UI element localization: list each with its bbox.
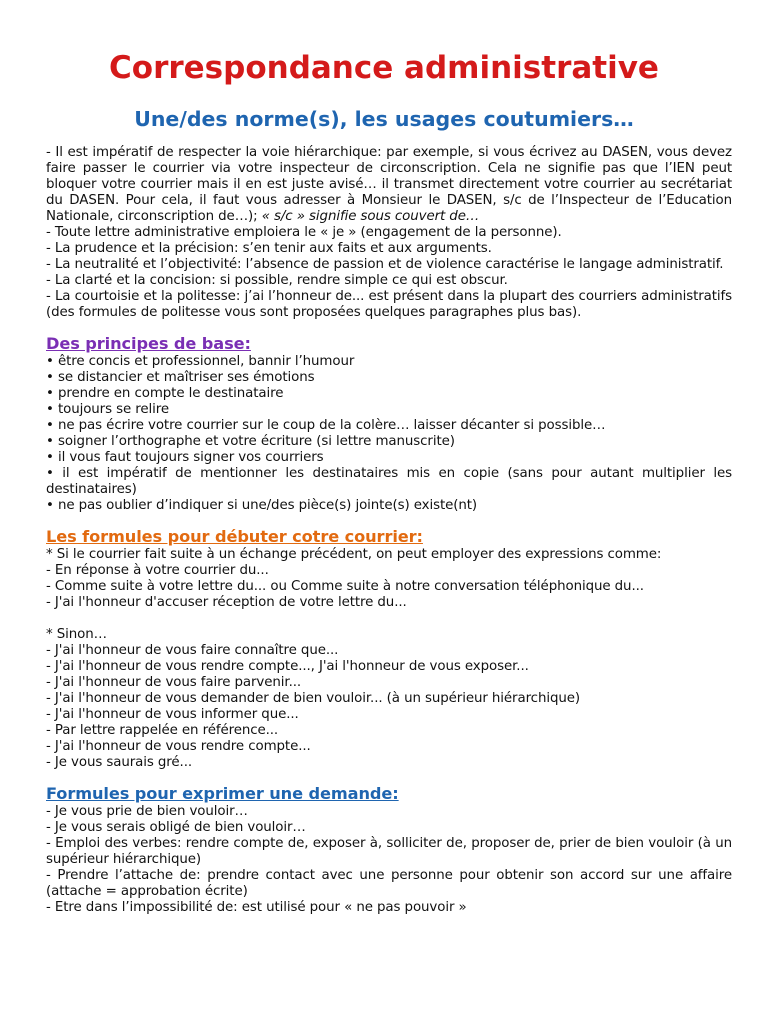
intro-line: - La courtoisie et la politesse: j’ai l’honneur de... est présent dans la plupart des courriers administratifs (des formules de politesse vous sont proposées quelques paragraphes plus bas). [46, 289, 732, 320]
principe-item: • il vous faut toujours signer vos courriers [46, 450, 324, 465]
demande-item: - Je vous serais obligé de bien vouloir… [46, 820, 306, 835]
intro-line: - La neutralité et l’objectivité: l’absence de passion et de violence caractérise le langage administratif. [46, 257, 724, 272]
principe-item: • se distancier et maîtriser ses émotions [46, 370, 315, 385]
principe-item: • prendre en compte le destinataire [46, 386, 284, 401]
formules-case-1: * Si le courrier fait suite à un échange précédent, on peut employer des expressions comme: [46, 547, 662, 562]
formule-item: - J'ai l'honneur de vous demander de bien vouloir... (à un supérieur hiérarchique) [46, 691, 581, 706]
formule-item: - Comme suite à votre lettre du... ou Comme suite à notre conversation téléphonique du... [46, 579, 644, 594]
formule-item: - J'ai l'honneur de vous rendre compte... [46, 739, 311, 754]
principe-item: • ne pas écrire votre courrier sur le coup de la colère… laisser décanter si possible… [46, 418, 606, 433]
principe-item: • ne pas oublier d’indiquer si une/des pièce(s) jointe(s) existe(nt) [46, 498, 478, 513]
formules-case-2: * Sinon… [46, 627, 107, 642]
formule-item: - Je vous saurais gré... [46, 755, 193, 770]
intro-hierarchy-paragraph [46, 145, 732, 225]
page-subtitle: Une/des norme(s), les usages coutumiers… [134, 107, 634, 131]
formule-item: - J'ai l'honneur de vous faire connaître que... [46, 643, 339, 658]
principe-item: • soigner l’orthographe et votre écriture (si lettre manuscrite) [46, 434, 455, 449]
demande-item: - Prendre l’attache de: prendre contact avec une personne pour obtenir son accord sur une affaire (attache = approbation écrite) [46, 868, 732, 899]
principe-item: • il est impératif de mentionner les destinataires mis en copie (sans pour autant multiplier les destinataires) [46, 466, 732, 497]
formule-item: - J'ai l'honneur d'accuser réception de votre lettre du... [46, 595, 407, 610]
formule-item: - J'ai l'honneur de vous faire parvenir... [46, 675, 302, 690]
document-body [46, 145, 732, 916]
intro-line: - Toute lettre administrative emploiera le « je » (engagement de la personne). [46, 225, 562, 240]
formule-item: - En réponse à votre courrier du... [46, 563, 269, 578]
intro-hierarchy-text: - Il est impératif de respecter la voie hiérarchique: par exemple, si vous écrivez au DASEN, vous devez faire passer le courrier via votre inspecteur de circonscription. Cela ne signifie pas que l’IEN peut bloquer votre courrier mais il en est juste avisé… il transmet directement votre courrier au secrétariat du DASEN. Pour cela, il faut vous adresser à Monsieur le DASEN, s/c de l’Inspecteur de l’Education Nationale, circonscription de…); [46, 145, 732, 224]
formule-item: - Par lettre rappelée en référence... [46, 723, 279, 738]
intro-hierarchy-note: « s/c » signifie sous couvert de… [261, 209, 480, 224]
intro-line: - La prudence et la précision: s’en tenir aux faits et aux arguments. [46, 241, 492, 256]
principe-item: • être concis et professionnel, bannir l’humour [46, 354, 355, 369]
page-title: Correspondance administrative [109, 50, 659, 86]
section-heading-formules: Les formules pour débuter cotre courrier: [46, 527, 423, 546]
intro-line: - La clarté et la concision: si possible, rendre simple ce qui est obscur. [46, 273, 508, 288]
demande-item: - Je vous prie de bien vouloir… [46, 804, 248, 819]
section-heading-demande: Formules pour exprimer une demande: [46, 784, 399, 803]
demande-item: - Etre dans l’impossibilité de: est utilisé pour « ne pas pouvoir » [46, 900, 467, 915]
section-heading-principes: Des principes de base: [46, 334, 251, 353]
demande-item: - Emploi des verbes: rendre compte de, exposer à, solliciter de, proposer de, prier de bien vouloir (à un supérieur hiérarchique) [46, 836, 732, 867]
formule-item: - J'ai l'honneur de vous informer que... [46, 707, 299, 722]
principe-item: • toujours se relire [46, 402, 170, 417]
formule-item: - J'ai l'honneur de vous rendre compte..., J'ai l'honneur de vous exposer... [46, 659, 529, 674]
